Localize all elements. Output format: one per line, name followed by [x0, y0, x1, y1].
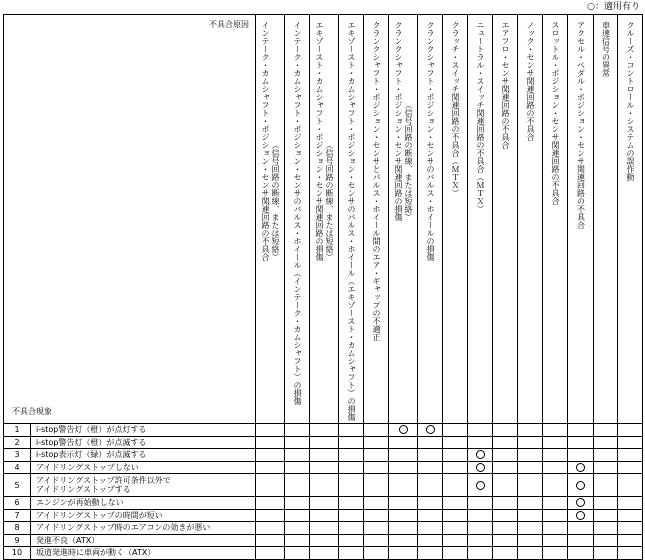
matrix-cell: [310, 534, 339, 547]
matrix-cell: [468, 509, 493, 522]
symptom-label: 発進不良（ATX）: [31, 534, 256, 547]
cause-title: インテーク・カムシャフト・ポジション・センサのパルス・ホイール（インテーク・カムシャフト）の損傷: [293, 21, 302, 405]
matrix-cell: [310, 436, 339, 449]
matrix-cell: [568, 449, 594, 462]
matrix-cell: [364, 509, 389, 522]
cause-title: クルーズ・コントロール・システムの誤作動: [626, 21, 635, 181]
matrix-cell: [468, 424, 493, 437]
matrix-cell: [443, 474, 468, 497]
symptom-label: アイドリングストップ許可条件以外で アイドリングストップする: [31, 474, 256, 497]
cause-title: エアフロ・センサ関連回路の不具合: [501, 21, 510, 149]
matrix-cell: [256, 436, 285, 449]
cause-column-header: [568, 15, 594, 424]
matrix-cell: [568, 534, 594, 547]
matrix-cell: [418, 509, 443, 522]
cause-column-header: [443, 15, 468, 424]
cause-title: 車速信号の異常: [601, 21, 611, 77]
symptom-row: [4, 547, 643, 560]
applicable-mark-icon: [476, 450, 485, 459]
matrix-cell: [518, 449, 543, 462]
symptom-number: 1: [4, 424, 31, 437]
matrix-cell: [339, 522, 364, 535]
matrix-cell: [418, 436, 443, 449]
matrix-cell: [389, 497, 418, 510]
cause-title: インテーク・カムシャフト・ポジション・センサ関連回路の不具合: [261, 21, 270, 261]
matrix-cell: [468, 547, 493, 560]
matrix-cell: [518, 424, 543, 437]
symptom-label: アイドリングストップしない: [31, 461, 256, 474]
matrix-cell: [594, 449, 618, 462]
symptom-number: 4: [4, 461, 31, 474]
matrix-cell: [285, 424, 310, 437]
matrix-cell: [493, 436, 518, 449]
applicable-mark-icon: [476, 481, 485, 490]
cause-axis-label: 不具合原因: [209, 20, 249, 29]
matrix-cell: [256, 424, 285, 437]
matrix-cell: [518, 497, 543, 510]
symptom-row: [4, 424, 643, 437]
matrix-cell: [310, 474, 339, 497]
matrix-cell: [568, 474, 594, 497]
matrix-cell: [364, 424, 389, 437]
matrix-cell: [364, 497, 389, 510]
symptom-row: [4, 522, 643, 535]
matrix-cell: [418, 534, 443, 547]
matrix-cell: [518, 474, 543, 497]
cause-title: エキゾースト・カムシャフト・ポジション・センサ関連回路の損傷: [315, 21, 324, 261]
symptom-row: [4, 497, 643, 510]
cause-title: クランクシャフト・ポジション・センサとパルス・ホイール間のエア・ギャップの不適正: [372, 21, 381, 341]
matrix-cell: [493, 497, 518, 510]
matrix-cell: [364, 436, 389, 449]
cause-column-header: [468, 15, 493, 424]
matrix-cell: [618, 497, 643, 510]
matrix-cell: [443, 449, 468, 462]
matrix-cell: [618, 534, 643, 547]
matrix-cell: [618, 474, 643, 497]
cause-column-header: [389, 15, 418, 424]
matrix-cell: [443, 547, 468, 560]
matrix-cell: [468, 534, 493, 547]
matrix-cell: [310, 497, 339, 510]
symptom-axis-label: 不具合現象: [12, 407, 52, 416]
matrix-cell: [568, 547, 594, 560]
matrix-cell: [418, 474, 443, 497]
cause-column-header: [543, 15, 568, 424]
matrix-cell: [543, 424, 568, 437]
matrix-cell: [256, 509, 285, 522]
cause-subtitle: （信号回路の断線、または短絡）: [271, 141, 280, 261]
matrix-cell: [285, 534, 310, 547]
matrix-cell: [285, 509, 310, 522]
matrix-cell: [418, 424, 443, 437]
matrix-cell: [493, 424, 518, 437]
matrix-cell: [389, 522, 418, 535]
symptom-number: 3: [4, 449, 31, 462]
matrix-cell: [543, 449, 568, 462]
symptom-label: i-stop警告灯（橙）が点滅する: [31, 436, 256, 449]
matrix-cell: [594, 509, 618, 522]
symptom-row: [4, 534, 643, 547]
matrix-cell: [443, 522, 468, 535]
symptom-label: i-stop警告灯（橙）が点灯する: [31, 424, 256, 437]
matrix-cell: [518, 436, 543, 449]
matrix-cell: [310, 522, 339, 535]
cause-title: ニュートラル・スイッチ関連回路の不具合（ＭＴＸ）: [476, 21, 485, 213]
symptom-number: 9: [4, 534, 31, 547]
matrix-cell: [594, 436, 618, 449]
matrix-cell: [389, 424, 418, 437]
matrix-cell: [389, 474, 418, 497]
legend: ○：適用有り: [587, 2, 640, 12]
cause-title: クランクシャフト・ポジション・センサ関連回路の損傷: [394, 21, 403, 221]
matrix-cell: [568, 424, 594, 437]
matrix-cell: [594, 522, 618, 535]
matrix-cell: [339, 424, 364, 437]
matrix-cell: [618, 424, 643, 437]
applicable-mark-icon: [576, 498, 585, 507]
cause-column-header: [594, 15, 618, 424]
matrix-cell: [618, 449, 643, 462]
matrix-cell: [468, 449, 493, 462]
symptom-number: 5: [4, 474, 31, 497]
matrix-cell: [364, 522, 389, 535]
matrix-cell: [285, 449, 310, 462]
cause-column-header: [285, 15, 310, 424]
applicable-mark-icon: [576, 463, 585, 472]
matrix-cell: [418, 449, 443, 462]
symptom-label: i-stop表示灯（緑）が点滅する: [31, 449, 256, 462]
cause-column-header: [618, 15, 643, 424]
matrix-cell: [364, 547, 389, 560]
matrix-cell: [443, 424, 468, 437]
matrix-cell: [568, 509, 594, 522]
matrix-cell: [443, 509, 468, 522]
matrix-cell: [339, 547, 364, 560]
matrix-cell: [518, 547, 543, 560]
matrix-cell: [493, 509, 518, 522]
matrix-cell: [339, 474, 364, 497]
matrix-cell: [618, 547, 643, 560]
matrix-cell: [310, 509, 339, 522]
cause-subtitle: （信号回路の断線、または短絡）: [325, 141, 334, 261]
matrix-cell: [543, 497, 568, 510]
cause-column-header: [493, 15, 518, 424]
matrix-cell: [518, 522, 543, 535]
matrix-cell: [339, 497, 364, 510]
matrix-cell: [418, 547, 443, 560]
matrix-cell: [443, 497, 468, 510]
matrix-cell: [493, 547, 518, 560]
symptom-row: [4, 474, 643, 497]
cause-title: エキゾースト・カムシャフト・ポジション・センサのパルス・ホイール（エキゾースト・カムシャフト）の損傷: [347, 21, 356, 421]
matrix-cell: [518, 509, 543, 522]
matrix-cell: [493, 522, 518, 535]
matrix-cell: [443, 534, 468, 547]
matrix-cell: [543, 509, 568, 522]
cause-title: クランクシャフト・ポジション・センサのパルス・ホイールの損傷: [426, 21, 435, 261]
matrix-cell: [468, 436, 493, 449]
applicable-mark-icon: [399, 425, 408, 434]
matrix-cell: [310, 424, 339, 437]
symptom-number: 6: [4, 497, 31, 510]
troubleshooting-matrix: [3, 14, 643, 560]
matrix-cell: [493, 449, 518, 462]
matrix-cell: [256, 522, 285, 535]
matrix-cell: [543, 547, 568, 560]
matrix-cell: [285, 497, 310, 510]
cause-column-header: [256, 15, 285, 424]
matrix-cell: [389, 547, 418, 560]
matrix-cell: [256, 497, 285, 510]
matrix-cell: [364, 534, 389, 547]
cause-title: スロットル・ポジション・センサ関連回路の不具合: [551, 21, 560, 205]
matrix-cell: [339, 534, 364, 547]
matrix-cell: [256, 449, 285, 462]
cause-title: ノック・センサ関連回路の不具合: [526, 21, 535, 141]
applicable-mark-icon: [426, 425, 435, 434]
cause-column-header: [310, 15, 339, 424]
cause-column-header: [339, 15, 364, 424]
matrix-cell: [256, 534, 285, 547]
matrix-cell: [594, 534, 618, 547]
matrix-cell: [389, 449, 418, 462]
symptom-label: アイドリングストップの時間が短い: [31, 509, 256, 522]
matrix-cell: [493, 474, 518, 497]
matrix-cell: [618, 522, 643, 535]
matrix-cell: [389, 534, 418, 547]
cause-subtitle: （信号回路の断線、または短絡）: [404, 101, 413, 221]
symptom-number: 10: [4, 547, 31, 560]
matrix-cell: [256, 547, 285, 560]
cause-title: アクセル・ペダル・ポジション・センサ関連回路の不具合: [576, 21, 586, 229]
matrix-cell: [339, 509, 364, 522]
matrix-cell: [364, 449, 389, 462]
matrix-cell: [568, 522, 594, 535]
symptom-row: [4, 436, 643, 449]
applicable-mark-icon: [576, 511, 585, 520]
matrix-cell: [285, 436, 310, 449]
matrix-cell: [443, 436, 468, 449]
matrix-cell: [418, 522, 443, 535]
symptom-row: [4, 449, 643, 462]
matrix-cell: [310, 547, 339, 560]
matrix-cell: [594, 474, 618, 497]
matrix-cell: [568, 497, 594, 510]
matrix-cell: [339, 449, 364, 462]
symptom-number: 2: [4, 436, 31, 449]
cause-column-header: [364, 15, 389, 424]
symptom-row: [4, 509, 643, 522]
matrix-cell: [594, 547, 618, 560]
matrix-cell: [543, 534, 568, 547]
matrix-cell: [543, 522, 568, 535]
matrix-cell: [468, 474, 493, 497]
matrix-cell: [618, 436, 643, 449]
symptom-label: エンジンが再始動しない: [31, 497, 256, 510]
matrix-cell: [493, 534, 518, 547]
matrix-cell: [285, 474, 310, 497]
matrix-cell: [568, 436, 594, 449]
matrix-cell: [310, 449, 339, 462]
matrix-cell: [389, 509, 418, 522]
applicable-mark-icon: [476, 463, 485, 472]
matrix-cell: [543, 474, 568, 497]
applicable-mark-icon: [576, 481, 585, 490]
cause-column-header: [418, 15, 443, 424]
matrix-cell: [339, 436, 364, 449]
cause-column-header: [518, 15, 543, 424]
symptom-number: 7: [4, 509, 31, 522]
matrix-cell: [468, 522, 493, 535]
matrix-cell: [594, 424, 618, 437]
matrix-cell: [256, 474, 285, 497]
matrix-cell: [418, 497, 443, 510]
matrix-cell: [468, 497, 493, 510]
matrix-cell: [594, 497, 618, 510]
matrix-cell: [618, 509, 643, 522]
matrix-cell: [364, 474, 389, 497]
matrix-cell: [518, 534, 543, 547]
corner-cell: [4, 15, 256, 424]
symptom-label: 坂道発進時に車両が動く（ATX）: [31, 547, 256, 560]
matrix-cell: [389, 436, 418, 449]
symptom-number: 8: [4, 522, 31, 535]
symptom-label: アイドリングストップ時のエアコンの効きが悪い: [31, 522, 256, 535]
matrix-cell: [285, 522, 310, 535]
matrix-cell: [285, 547, 310, 560]
matrix-cell: [543, 436, 568, 449]
cause-title: クラッチ・スイッチ関連回路の不具合（ＭＴＸ）: [451, 21, 460, 197]
